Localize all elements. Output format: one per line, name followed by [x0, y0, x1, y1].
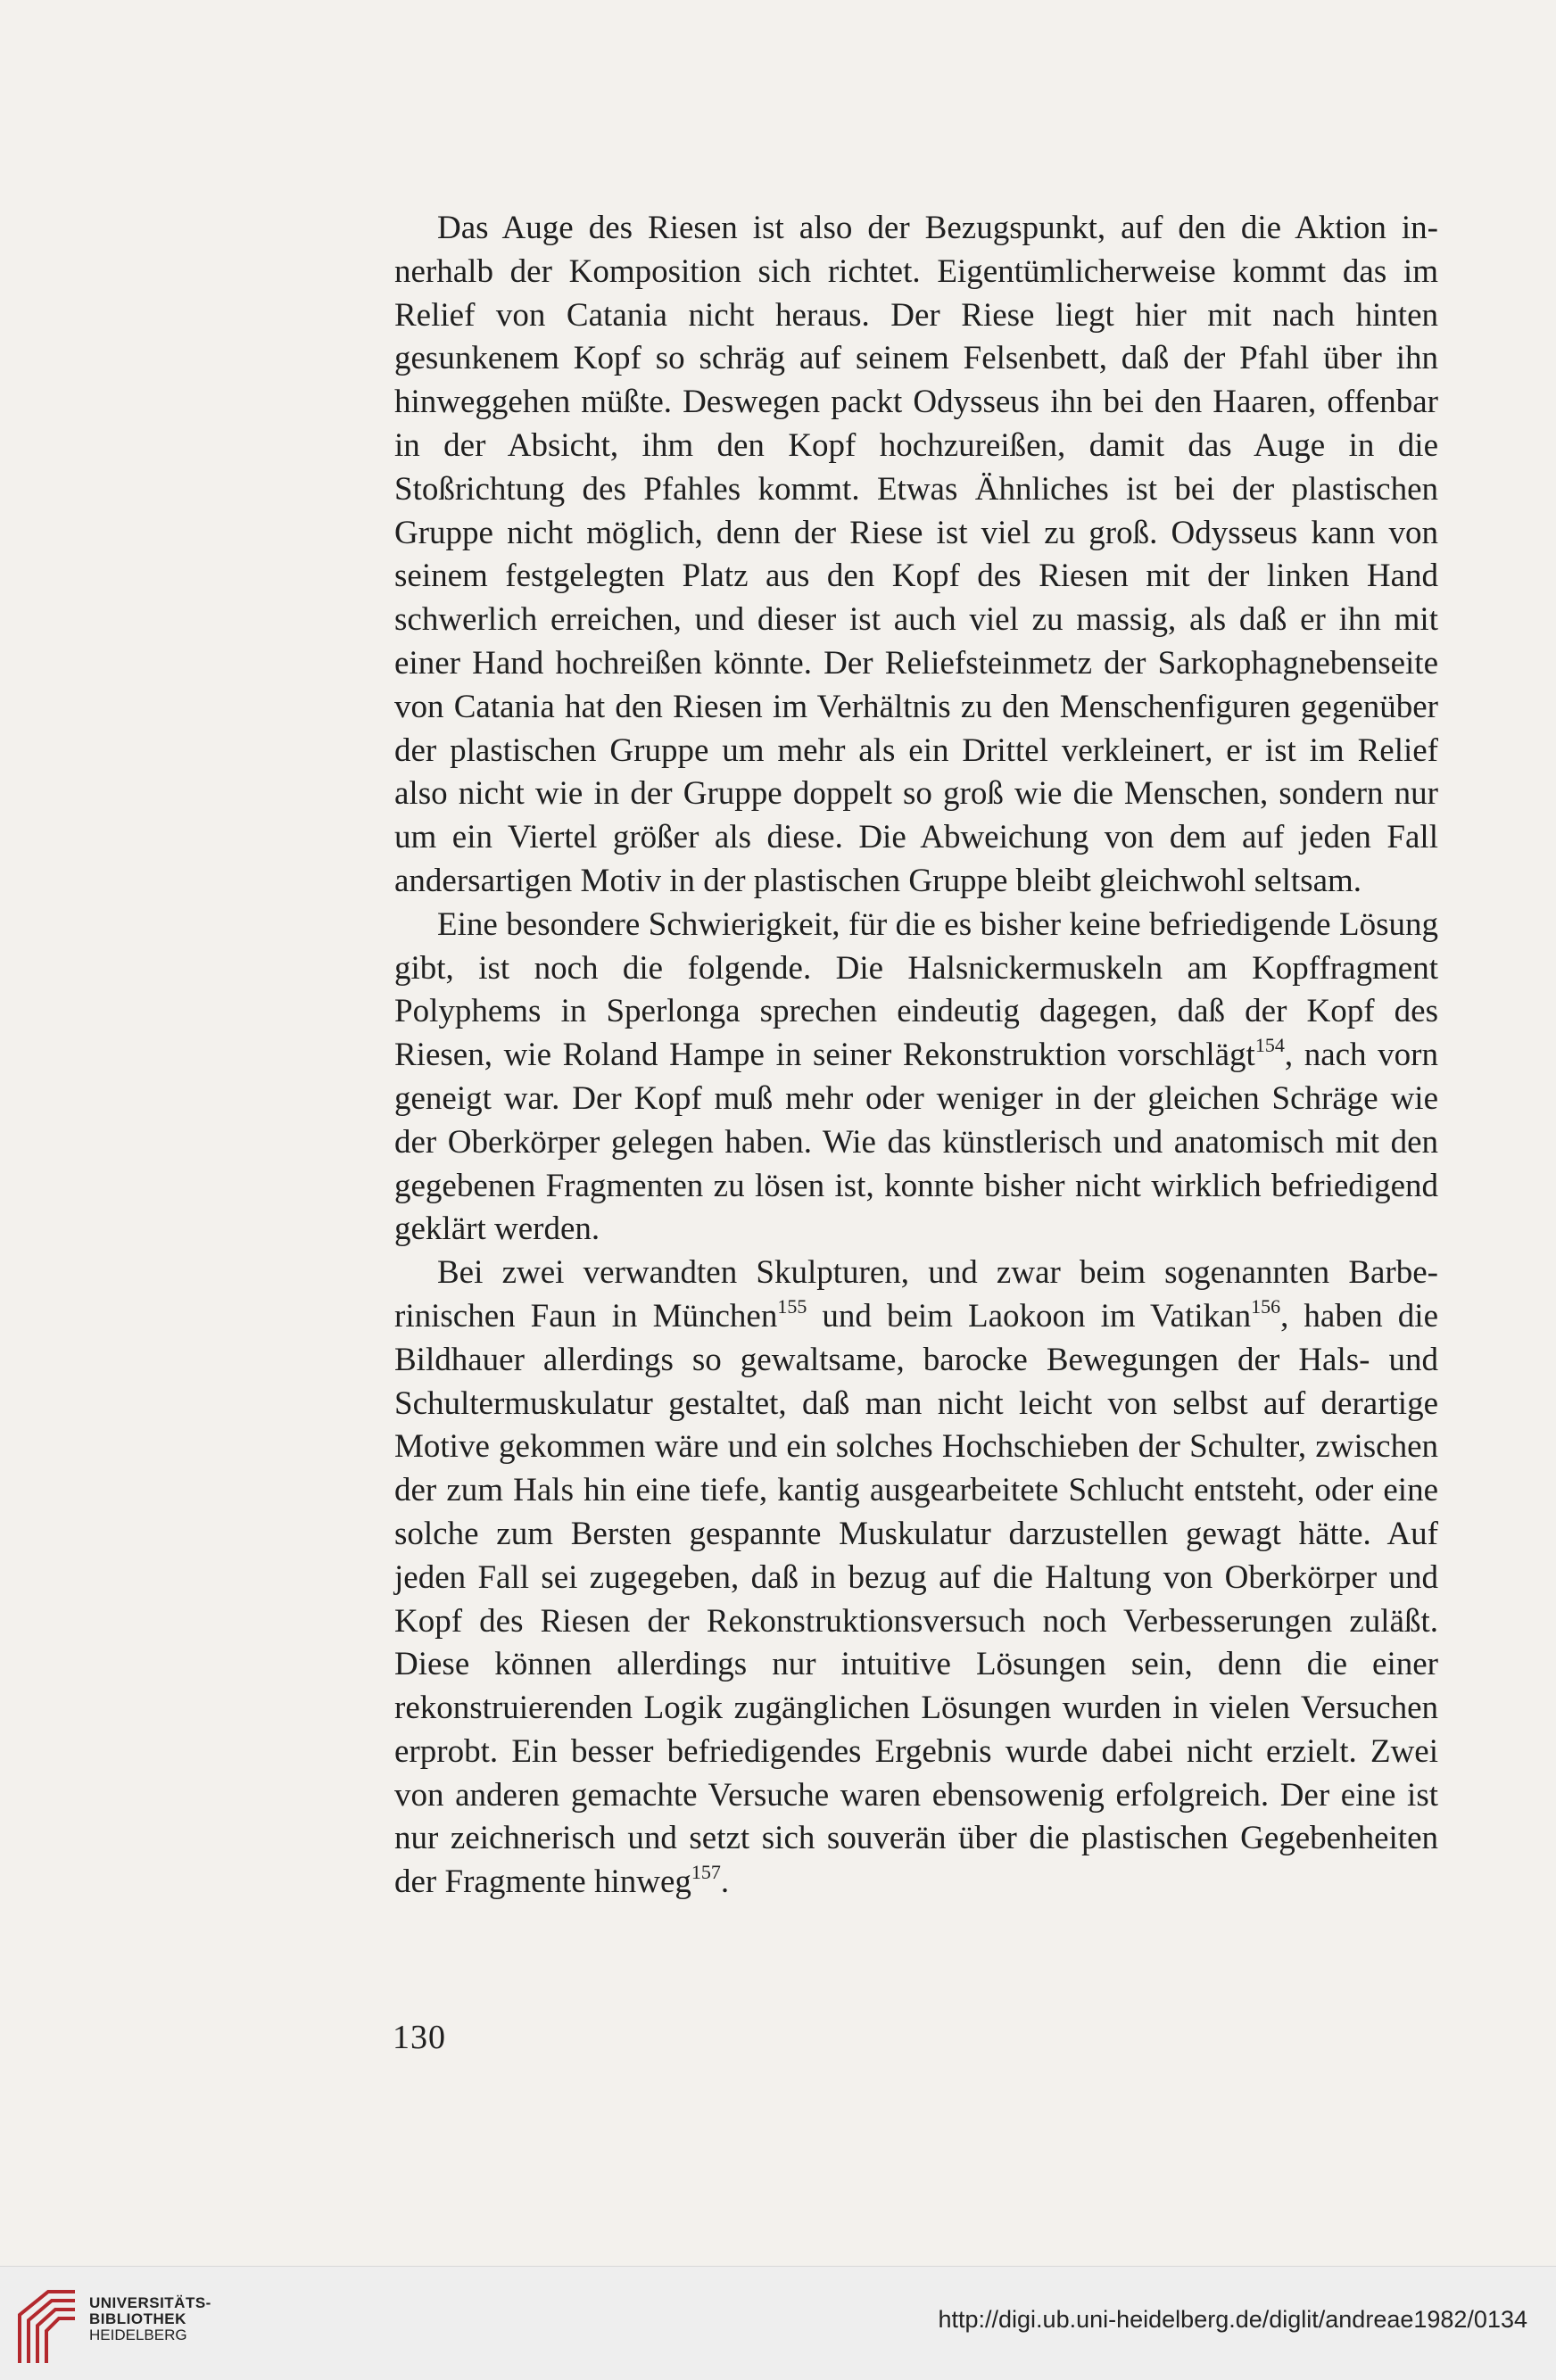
library-name-line-3: HEIDELBERG: [89, 2326, 187, 2343]
paragraph-3-text-after: , haben die Bildhauer allerdings so gewaltsame, barocke Bewegungen der Hals- und Schultermuskulatur gestaltet, daß man nicht leicht von selbst auf derartige Motive gekommen wäre und ein solches Hochschieben der Schulter, zwischen der zum Hals hin eine tiefe, kantig ausgearbeitete Schlucht entsteht, oder eine solche zum Bersten gespannte Muskulatur darzustellen gewagt hätte. Auf jeden Fall sei zugegeben, daß in bezug auf die Haltung von Oberkörper und Kopf des Riesen der Rekonstruktionsversuch noch Verbesserungen zuläßt. Diese können allerdings nur intuitive Lösungen sein, denn die einer rekonstruierenden Logik zugänglichen Lösungen wurden in vielen Versuchen erprobt. Ein besser befriedigendes Ergebnis wurde dabei nicht erzielt. Zwei von anderen gemachte Versuche waren ebensowenig erfolgreich. Der eine ist nur zeichnerisch und setzt sich souverän über die plastischen Gegebenheiten der Fragmente hinweg: [394, 1297, 1438, 1901]
permalink-url[interactable]: http://digi.ub.uni-heidelberg.de/diglit/andreae1982/0134: [938, 2306, 1527, 2333]
library-name: [89, 2295, 211, 2343]
paragraph-1-text: Das Auge des Riesen ist also der Bezugspunkt, auf den die Aktion innerhalb der Komposition sich richtet. Eigentümlicherweise kommt das im Relief von Catania nicht heraus. Der Riese liegt hier mit nach hinten gesunkenem Kopf so schräg auf seinem Felsenbett, daß der Pfahl über ihn hinweggehen müßte. Deswegen packt Odysseus ihn bei den Haaren, offenbar in der Absicht, ihm den Kopf hochzureißen, damit das Auge in die Stoßrichtung des Pfahles kommt. Etwas Ähnliches ist bei der plastischen Gruppe nicht möglich, denn der Riese ist viel zu groß. Odysseus kann von seinem festgelegten Platz aus den Kopf des Riesen mit der linken Hand schwerlich erreichen, und dieser ist auch viel zu massig, als daß er ihn mit einer Hand hochreißen könnte. Der Reliefsteinmetz der Sarkophagnebenseite von Catania hat den Riesen im Verhältnis zu den Menschenfiguren gegenüber der plastischen Gruppe um mehr als ein Drittel verkleinert, er ist im Relief also nicht wie in der Gruppe doppelt so groß wie die Menschen, sondern nur um ein Viertel größer als diese. Die Abweichung von dem auf jeden Fall andersartigen Motiv in der plastischen Gruppe bleibt gleichwohl seltsam.: [394, 210, 1438, 899]
ub-heidelberg-logo-icon: [12, 2286, 80, 2365]
footnote-ref-157: 157: [691, 1861, 721, 1884]
footnote-ref-154: 154: [1254, 1034, 1285, 1057]
paragraph-3-text-end: .: [720, 1864, 730, 1901]
paragraph-1: [394, 207, 1438, 904]
footnote-ref-155: 155: [777, 1294, 807, 1318]
library-name-line-2: BIBLIOTHEK: [89, 2310, 186, 2327]
digitization-footer: [0, 2266, 1556, 2380]
paragraph-2-text-end: , nach vorn geneigt war. Der Kopf muß mehr oder weniger in der gleichen Schräge wie der Oberkörper gelegen haben. Wie das künstlerisch und anatomisch mit den gegebenen Fragmenten zu lösen ist, konnte bisher nicht wirklich befriedigend geklärt werden.: [394, 1037, 1438, 1248]
page-number: 130: [393, 2019, 446, 2056]
paragraph-2: [394, 904, 1438, 1252]
body-text: [394, 207, 1438, 1905]
paragraph-3: [394, 1252, 1438, 1905]
paragraph-2-text-start: Eine besondere Schwierigkeit, für die es bisher keine befriedigende Lösung gibt, ist noch die folgende. Die Halsnickermuskeln am Kopffragment Polyphems in Sperlonga sprechen eindeutig dagegen, daß der Kopf des Riesen, wie Roland Hampe in seiner Rekonstruktion vorschlägt: [394, 905, 1438, 1074]
paragraph-3-text-middle: und beim Laokoon im Vatikan: [807, 1297, 1252, 1335]
library-name-line-1: UNIVERSITÄTS-: [89, 2294, 211, 2311]
paragraph-3-text-start: Bei zwei verwandten Skulpturen, und zwar beim sogenannten Barberinischen Faun in München: [394, 1254, 1438, 1335]
footnote-ref-156: 156: [1251, 1294, 1281, 1318]
